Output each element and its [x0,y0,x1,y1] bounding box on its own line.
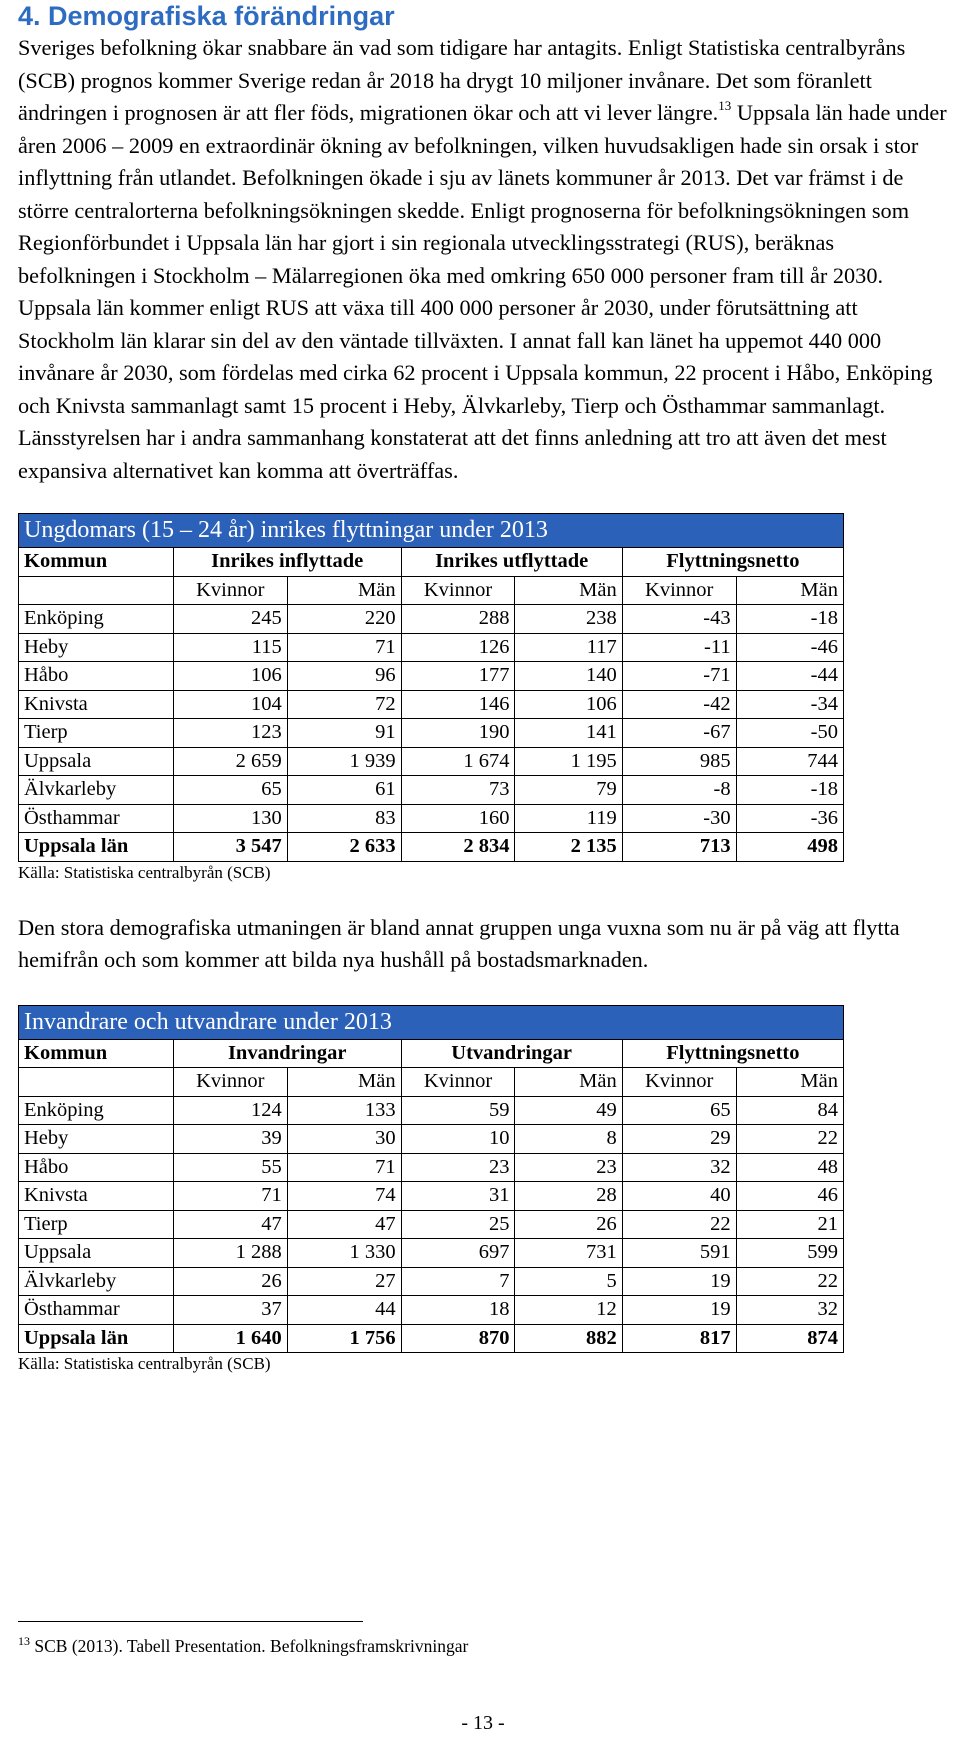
table-cell-value: 32 [622,1153,736,1182]
table-cell-value: 48 [736,1153,843,1182]
table-cell-value: 697 [401,1239,515,1268]
table-1-subheader: Män [515,576,622,605]
table-cell-value: 220 [287,605,401,634]
table-cell-value: -18 [736,605,843,634]
footnote [18,1634,468,1657]
paragraph-2: Uppsala län kommer enligt RUS att växa till 400 000 personer år 2030, under förutsättning att Stockholm län klarar sin del av den väntade tillväxten. I annat fall kan länet ha uppemot 440 000 invånare år 2030, som fördelas med cirka 62 procent i Uppsala kommun, 22 procent i Håbo, Enköping och Knivsta sammanlagt samt 15 procent i Heby, Älvkarleby, Tierp och Östhammar sammanlagt. Länsstyrelsen har i andra sammanhang konstaterat att det finns anledning att tro att även det mest expansiva alternativet kan komma att överträffas. [18,295,933,483]
table-cell-value: 30 [287,1125,401,1154]
table-cell-kommun: Östhammar [19,804,174,833]
table-cell-kommun: Tierp [19,719,174,748]
table-row [19,1267,844,1296]
table-row [19,1125,844,1154]
table-cell-value: 71 [287,1153,401,1182]
footnote-number: 13 [18,1634,30,1648]
table-cell-value: -43 [622,605,736,634]
table-row [19,1210,844,1239]
table-cell-value: 123 [173,719,287,748]
table-cell-kommun: Heby [19,1125,174,1154]
table-cell-kommun: Uppsala län [19,833,174,862]
table-cell-value: 1 939 [287,747,401,776]
table-cell-value: 22 [736,1267,843,1296]
document-page [18,0,948,1734]
table-row [19,1153,844,1182]
table-cell-value: -67 [622,719,736,748]
youth-migration-table [18,513,844,862]
table-cell-value: -34 [736,690,843,719]
page-number: - 13 - [461,1712,505,1734]
table-cell-value: 83 [287,804,401,833]
table-cell-value: 65 [173,776,287,805]
table-1-header-kommun: Kommun [19,548,174,577]
table-cell-value: 146 [401,690,515,719]
table-1-header-netto: Flyttningsnetto [622,548,843,577]
table-cell-value: 84 [736,1096,843,1125]
table-row [19,662,844,691]
table-cell-value: 27 [287,1267,401,1296]
table-1-subheader-row [19,576,844,605]
table-2-subheader: Män [736,1068,843,1097]
table-cell-kommun: Håbo [19,662,174,691]
table-cell-value: -46 [736,633,843,662]
table-cell-value: -36 [736,804,843,833]
table-row [19,1239,844,1268]
table-cell-value: 817 [622,1324,736,1353]
table-cell-value: -11 [622,633,736,662]
table-2-header-netto: Flyttningsnetto [622,1039,843,1068]
table-cell-value: 133 [287,1096,401,1125]
table-1-subheader: Män [287,576,401,605]
table-cell-value: 117 [515,633,622,662]
table-row [19,747,844,776]
table-cell-kommun: Älvkarleby [19,1267,174,1296]
table-total-row [19,1324,844,1353]
table-cell-value: 19 [622,1267,736,1296]
table-cell-value: 26 [515,1210,622,1239]
table-cell-value: 288 [401,605,515,634]
table-1-subheader: Kvinnor [173,576,287,605]
table-cell-value: 71 [173,1182,287,1211]
table-row [19,690,844,719]
table-cell-value: 32 [736,1296,843,1325]
table-2-source: Källa: Statistiska centralbyrån (SCB) [18,1354,271,1373]
table-2-subheader: Kvinnor [622,1068,736,1097]
table-cell-value: 1 195 [515,747,622,776]
table-cell-value: 29 [622,1125,736,1154]
table-cell-value: -50 [736,719,843,748]
table-1-subheader: Kvinnor [401,576,515,605]
table-cell-value: 74 [287,1182,401,1211]
footnote-text: SCB (2013). Tabell Presentation. Befolkningsframskrivningar [30,1636,469,1656]
table-cell-value: 106 [515,690,622,719]
table-cell-value: 5 [515,1267,622,1296]
table-cell-value: 25 [401,1210,515,1239]
table-cell-value: 91 [287,719,401,748]
table-row [19,633,844,662]
section-heading: 4. Demografiska förändringar [18,1,395,31]
table-cell-value: 177 [401,662,515,691]
table-cell-value: 1 674 [401,747,515,776]
table-cell-value: -8 [622,776,736,805]
table-2-subheader: Kvinnor [173,1068,287,1097]
table-cell-value: 47 [173,1210,287,1239]
table-cell-kommun: Älvkarleby [19,776,174,805]
table-cell-value: 104 [173,690,287,719]
table-cell-value: 160 [401,804,515,833]
table-cell-value: 8 [515,1125,622,1154]
table-cell-value: 2 659 [173,747,287,776]
table-cell-value: 115 [173,633,287,662]
table-cell-value: 96 [287,662,401,691]
table-cell-value: 44 [287,1296,401,1325]
table-cell-value: 79 [515,776,622,805]
table-cell-value: 599 [736,1239,843,1268]
table-cell-value: 2 834 [401,833,515,862]
table-cell-kommun: Uppsala län [19,1324,174,1353]
table-cell-value: 23 [515,1153,622,1182]
immigration-table [18,1005,844,1354]
table-cell-kommun: Uppsala [19,1239,174,1268]
table-cell-kommun: Heby [19,633,174,662]
table-cell-value: 141 [515,719,622,748]
table-cell-value: -42 [622,690,736,719]
table-row [19,719,844,748]
table-cell-kommun: Enköping [19,605,174,634]
table-cell-value: 1 330 [287,1239,401,1268]
table-cell-value: 126 [401,633,515,662]
table-cell-value: 2 633 [287,833,401,862]
paragraph-1-text-a: Sveriges befolkning ökar snabbare än vad som tidigare har antagits. Enligt Statistiska centralbyråns (SCB) prognos kommer Sverige redan år 2018 ha drygt 10 miljoner invånare. Det som föranlett ändringen i prognosen är att fler föds, migrationen ökar och att vi lever längre. [18,35,906,125]
table-cell-value: 47 [287,1210,401,1239]
table-cell-value: 19 [622,1296,736,1325]
table-cell-value: 882 [515,1324,622,1353]
table-cell-value: 72 [287,690,401,719]
footnote-separator [18,1621,363,1622]
table-cell-value: 71 [287,633,401,662]
table-cell-value: 21 [736,1210,843,1239]
table-row [19,605,844,634]
table-total-row [19,833,844,862]
table-cell-value: 10 [401,1125,515,1154]
table-cell-value: 119 [515,804,622,833]
paragraph-1-text-b: Uppsala län hade under åren 2006 – 2009 en extraordinär ökning av befolkningen, vilken huvudsakligen hade sin orsak i stor inflyttning från utlandet. Befolkningen ökade i sju av länets kommuner år 2013. Det var främst i de större centralorterna befolkningsökningen skedde. Enligt prognoserna för befolkningsökningen som Regionförbundet i Uppsala län har gjort i sin regionala utvecklingsstrategi (RUS), beräknas befolkningen i Stockholm – Mälarregionen öka med omkring 650 000 personer fram till år 2030. [18,100,947,288]
footnote-reference[interactable]: 13 [718,98,732,113]
table-1-header-inflyttade: Inrikes inflyttade [173,548,401,577]
table-row [19,1296,844,1325]
table-cell-kommun: Östhammar [19,1296,174,1325]
table-row [19,1182,844,1211]
table-cell-kommun: Knivsta [19,690,174,719]
table-2-subheader: Kvinnor [401,1068,515,1097]
table-cell-value: -18 [736,776,843,805]
table-2-header-utvandringar: Utvandringar [401,1039,622,1068]
table-cell-value: 713 [622,833,736,862]
table-cell-value: 46 [736,1182,843,1211]
table-cell-kommun: Knivsta [19,1182,174,1211]
table-cell-value: 40 [622,1182,736,1211]
table-cell-value: 1 640 [173,1324,287,1353]
table-cell-value: 1 756 [287,1324,401,1353]
table-1-title: Ungdomars (15 – 24 år) inrikes flyttningar under 2013 [19,514,844,548]
table-cell-value: 12 [515,1296,622,1325]
table-cell-value: 3 547 [173,833,287,862]
table-cell-value: -71 [622,662,736,691]
table-2-subheader-row [19,1068,844,1097]
table-cell-value: 744 [736,747,843,776]
table-cell-value: 238 [515,605,622,634]
table-2-header-invandringar: Invandringar [173,1039,401,1068]
table-cell-value: 26 [173,1267,287,1296]
table-cell-value: 22 [736,1125,843,1154]
table-cell-value: 28 [515,1182,622,1211]
table-cell-value: 65 [622,1096,736,1125]
table-row [19,776,844,805]
table-cell-value: 49 [515,1096,622,1125]
table-cell-value: 245 [173,605,287,634]
table-cell-value: 59 [401,1096,515,1125]
table-1-subheader: Kvinnor [622,576,736,605]
table-cell-value: 31 [401,1182,515,1211]
table-cell-value: 498 [736,833,843,862]
table-cell-value: 2 135 [515,833,622,862]
table-cell-value: 190 [401,719,515,748]
table-1-header-utflyttade: Inrikes utflyttade [401,548,622,577]
table-1-source: Källa: Statistiska centralbyrån (SCB) [18,862,271,882]
table-cell-value: 140 [515,662,622,691]
table-cell-value: 7 [401,1267,515,1296]
table-cell-value: 55 [173,1153,287,1182]
table-2-subheader: Män [287,1068,401,1097]
paragraph-1 [18,32,948,292]
table-cell-value: 106 [173,662,287,691]
table-cell-kommun: Tierp [19,1210,174,1239]
table-2-subheader: Män [515,1068,622,1097]
table-cell-value: 130 [173,804,287,833]
table-1-subheader: Män [736,576,843,605]
table-2-header-kommun: Kommun [19,1039,174,1068]
table-cell-value: 18 [401,1296,515,1325]
table-cell-value: 61 [287,776,401,805]
table-cell-value: 591 [622,1239,736,1268]
table-cell-value: 124 [173,1096,287,1125]
table-2-title: Invandrare och utvandrare under 2013 [19,1005,844,1039]
table-cell-value: 870 [401,1324,515,1353]
table-cell-value: 874 [736,1324,843,1353]
table-cell-value: 22 [622,1210,736,1239]
table-cell-value: -30 [622,804,736,833]
table-cell-value: 73 [401,776,515,805]
table-cell-value: -44 [736,662,843,691]
table-row [19,804,844,833]
table-row [19,1096,844,1125]
table-cell-value: 37 [173,1296,287,1325]
table-cell-kommun: Enköping [19,1096,174,1125]
paragraph-3: Den stora demografiska utmaningen är bland annat gruppen unga vuxna som nu är på väg att flytta hemifrån och som kommer att bilda nya hushåll på bostadsmarknaden. [18,914,900,972]
table-cell-value: 39 [173,1125,287,1154]
table-cell-value: 23 [401,1153,515,1182]
table-cell-value: 1 288 [173,1239,287,1268]
table-cell-value: 985 [622,747,736,776]
table-cell-value: 731 [515,1239,622,1268]
table-cell-kommun: Håbo [19,1153,174,1182]
table-cell-kommun: Uppsala [19,747,174,776]
